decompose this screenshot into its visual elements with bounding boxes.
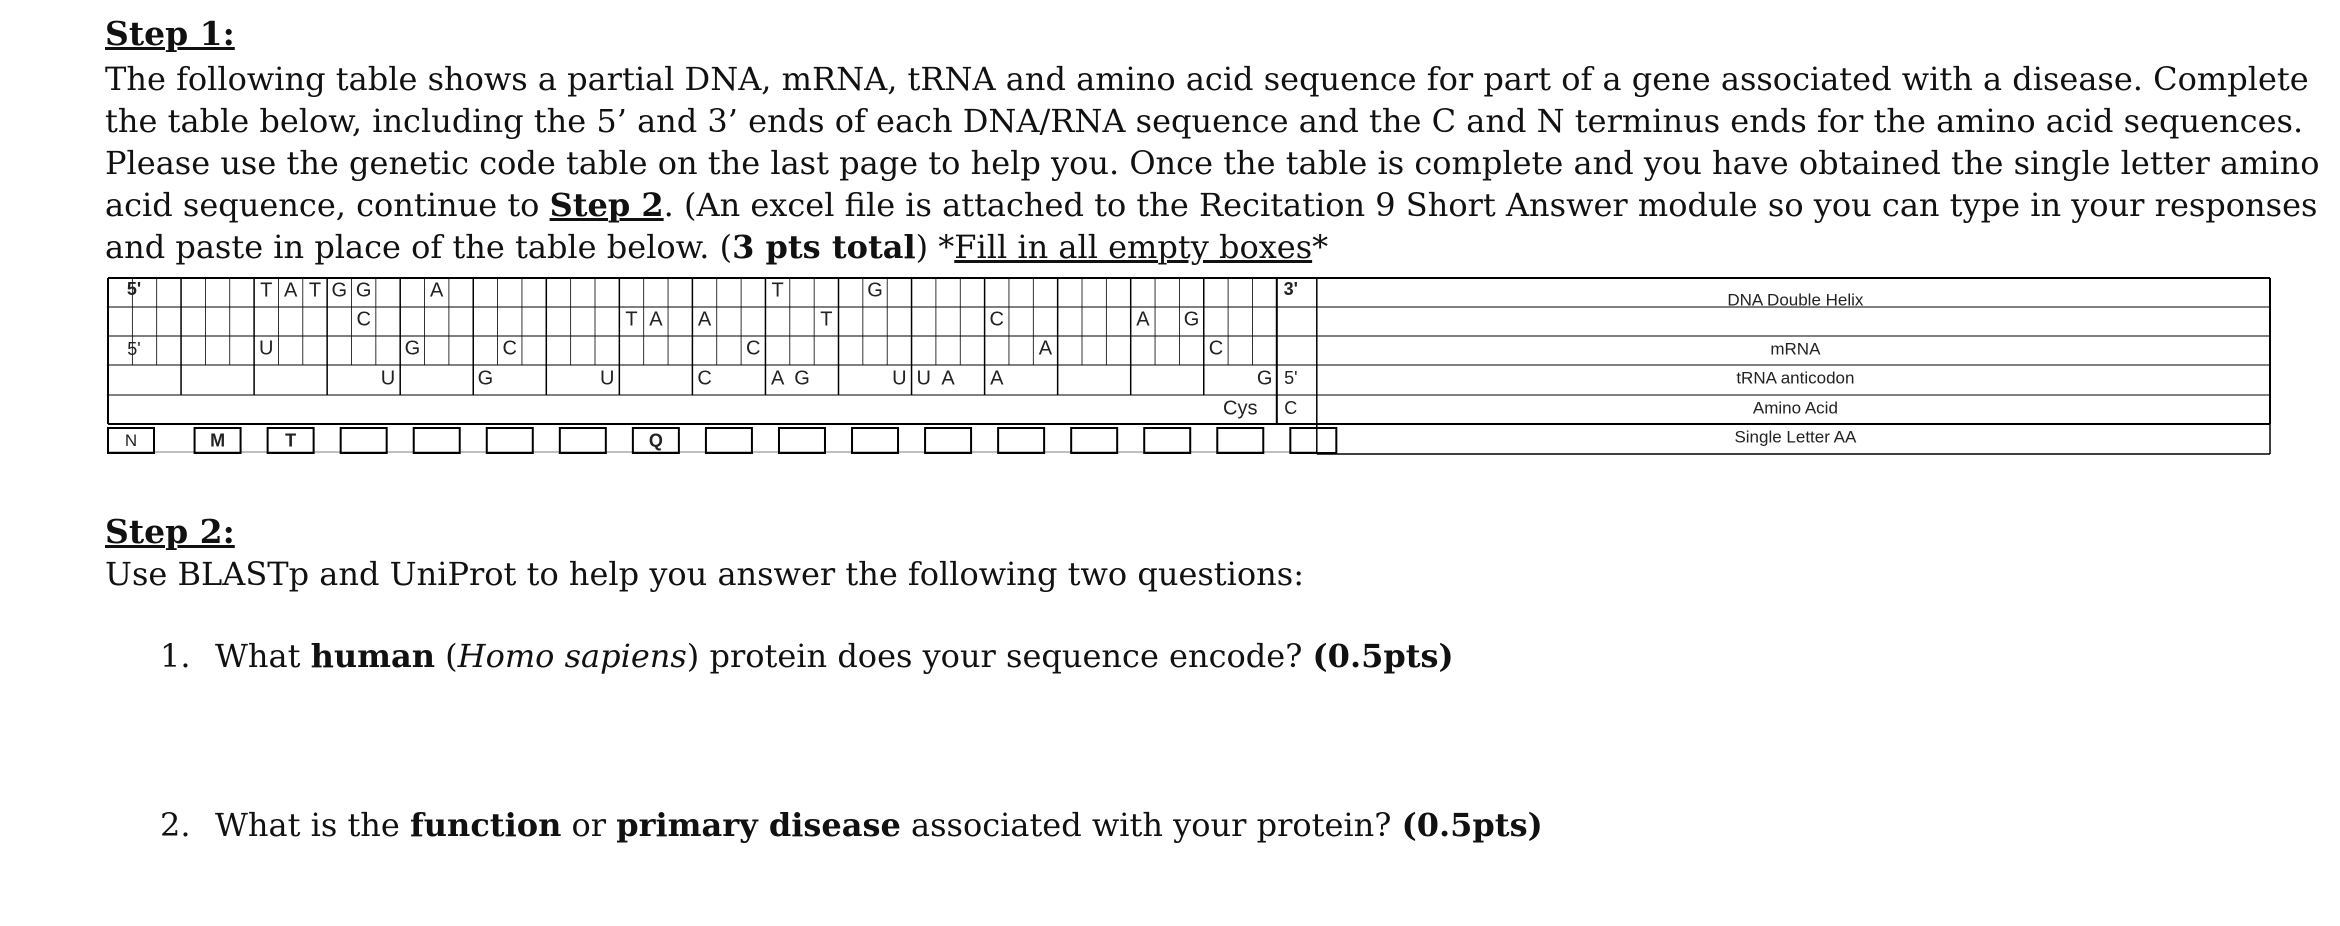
dna-top-nucleotide: T (771, 279, 784, 302)
answer-box-single-letter[interactable] (1144, 428, 1190, 453)
trna-nucleotide: A (941, 367, 955, 390)
dna-top-nucleotide: G (331, 279, 348, 302)
trna-nucleotide: U (380, 367, 396, 390)
trna-nucleotide: A (990, 367, 1004, 390)
question-2-disease: primary disease (616, 806, 901, 844)
row-label: Amino Acid (1752, 398, 1838, 418)
amino-c-terminus: C (1284, 397, 1298, 418)
question-1-species: Homo sapiens (457, 637, 687, 675)
n-terminus-label: N (124, 430, 138, 450)
row-label: Single Letter AA (1734, 427, 1857, 447)
dna-bottom-nucleotide: A (1136, 308, 1150, 331)
single-letter-aa: T (285, 430, 297, 451)
dna-bottom-nucleotide: C (989, 308, 1005, 331)
dna-bottom-nucleotide: G (1183, 308, 1200, 331)
question-2-points: (0.5pts) (1401, 806, 1543, 844)
step1-text-c: ) * (915, 228, 955, 266)
question-2-number: 2. (160, 806, 191, 844)
dna-top-nucleotide: G (867, 279, 883, 302)
step1-text-d: * (1312, 228, 1329, 266)
step2-title: Step 2: (105, 512, 235, 551)
trna-nucleotide: A (770, 367, 785, 390)
dna-bottom-nucleotide: T (625, 308, 638, 331)
points-total: 3 pts total (732, 228, 916, 266)
dna-bottom-nucleotide: A (649, 308, 663, 331)
row-label: DNA Double Helix (1727, 290, 1864, 310)
dna-top-nucleotide: T (260, 279, 273, 302)
mrna-nucleotide: A (1038, 337, 1053, 360)
trna-nucleotide: G (794, 367, 810, 390)
answer-box-single-letter[interactable] (1290, 428, 1336, 453)
mrna-nucleotide: C (1208, 337, 1224, 360)
question-1-human: human (310, 637, 435, 675)
step1-text-b: . (An excel file is attached to the Recitation 9 Short Answer module so you can type in your responses and paste in place of the table below. ( (105, 186, 2318, 266)
mrna-5prime: 5' (127, 338, 141, 359)
answer-box-single-letter[interactable] (779, 428, 825, 453)
question-2-function: function (410, 806, 562, 844)
answer-box-single-letter[interactable] (998, 428, 1044, 453)
step1-title: Step 1: (105, 14, 235, 53)
fill-note: Fill in all empty boxes (954, 228, 1313, 266)
step2-reference: Step 2 (549, 186, 664, 224)
question-1-text-c: ( (435, 637, 458, 675)
question-1-points: (0.5pts) (1312, 637, 1454, 675)
question-2 (160, 806, 1543, 844)
trna-nucleotide: G (1256, 367, 1273, 390)
dna-top-5prime: 5' (126, 278, 142, 299)
answer-box-single-letter[interactable] (487, 428, 533, 453)
trna-nucleotide: U (892, 367, 907, 390)
single-letter-aa: M (210, 430, 226, 451)
answer-box-single-letter[interactable] (852, 428, 898, 453)
row-label: tRNA anticodon (1736, 368, 1855, 388)
trna-nucleotide: C (697, 367, 712, 390)
single-letter-aa: Q (648, 430, 663, 451)
mrna-nucleotide: C (502, 337, 518, 360)
step1-text-a: The following table shows a partial DNA, mRNA, tRNA and amino acid sequence for part of a gene associated with a disease. Complete the table below, including the 5’ and 3’ ends of each DNA/RNA sequence and the C and N terminus ends for the amino acid sequences. Please use the genetic code table on the last page to help you. Once the table is complete and you have obtained the single letter amino acid sequence, continue to (105, 60, 2320, 224)
trna-nucleotide: G (477, 367, 494, 390)
mrna-nucleotide: G (404, 337, 421, 360)
answer-box-single-letter[interactable] (1071, 428, 1117, 453)
answer-box-single-letter[interactable] (1217, 428, 1263, 453)
dna-bottom-nucleotide: T (820, 308, 833, 331)
amino-acid: Cys (1223, 397, 1258, 420)
question-1-number: 1. (160, 637, 191, 675)
trna-nucleotide: U (916, 367, 931, 390)
row-label: mRNA (1770, 339, 1821, 359)
question-1-text-a: What (215, 637, 311, 675)
dna-top-nucleotide: G (355, 279, 372, 302)
answer-box-single-letter[interactable] (414, 428, 460, 453)
trna-5prime: 5' (1284, 367, 1298, 388)
trna-nucleotide: U (599, 367, 615, 390)
answer-box-single-letter[interactable] (341, 428, 387, 453)
dna-bottom-nucleotide: A (697, 308, 712, 331)
step2-intro: Use BLASTp and UniProt to help you answer the following two questions: (105, 555, 1304, 593)
mrna-nucleotide: U (259, 337, 274, 360)
question-1 (160, 637, 1454, 675)
dna-top-nucleotide: T (308, 279, 322, 302)
question-2-text-e: associated with your protein? (900, 806, 1402, 844)
mrna-nucleotide: C (746, 337, 761, 360)
question-2-text-a: What is the (215, 806, 411, 844)
question-2-text-c: or (561, 806, 617, 844)
question-1-text-e: ) protein does your sequence encode? (686, 637, 1313, 675)
answer-box-single-letter[interactable] (706, 428, 752, 453)
dna-top-3prime: 3' (1283, 278, 1298, 299)
dna-bottom-nucleotide: C (356, 308, 371, 331)
dna-top-nucleotide: A (430, 279, 444, 302)
answer-box-single-letter[interactable] (925, 428, 971, 453)
answer-box-single-letter[interactable] (560, 428, 606, 453)
dna-top-nucleotide: A (283, 279, 298, 302)
